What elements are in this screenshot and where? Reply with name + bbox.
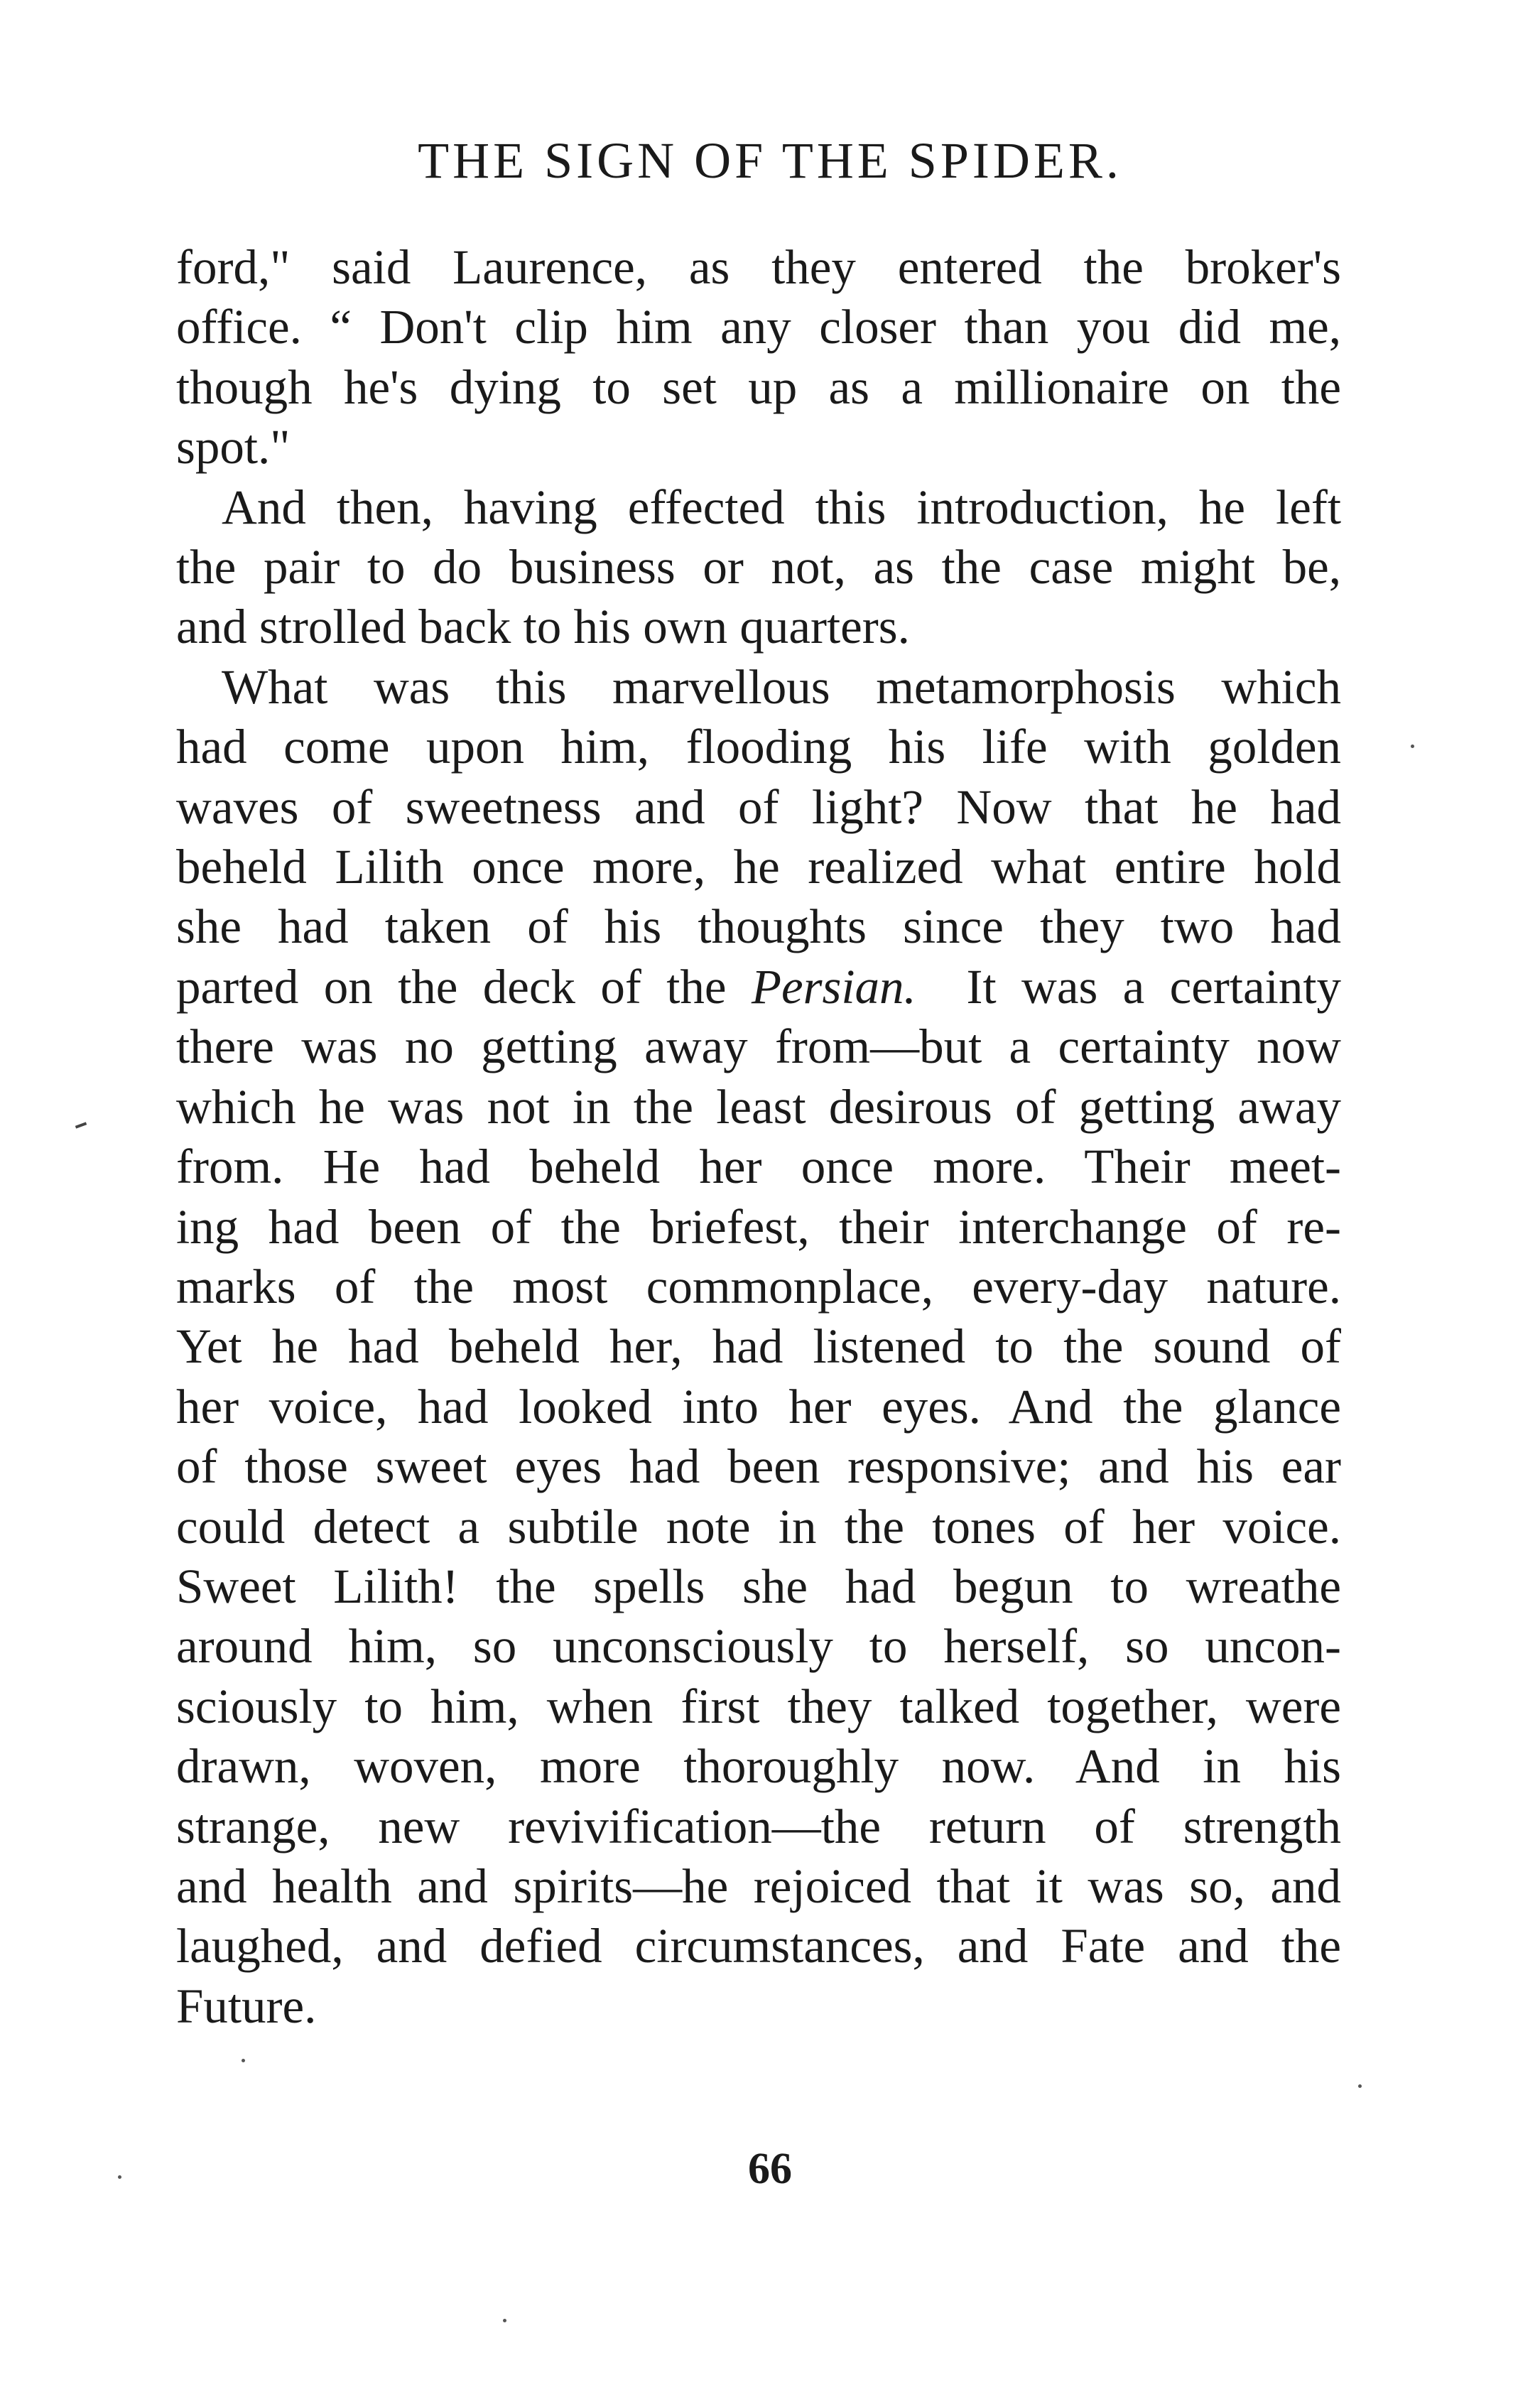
page-number: 66 <box>748 2145 792 2193</box>
text-line: around him, so unconsciously to herself, so uncon- <box>176 1619 1341 1674</box>
scan-speck <box>1411 745 1414 748</box>
scan-speck <box>242 2059 245 2062</box>
text-line: strange, new revivification—the return of strength <box>176 1799 1341 1853</box>
text-line: ford," said Laurence, as they entered the broker's <box>176 240 1341 294</box>
text-line: marks of the most commonplace, every-day nature. <box>176 1259 1341 1314</box>
text-line: Sweet Lilith! the spells she had begun to wreathe <box>176 1559 1341 1613</box>
text-line: office. “ Don't clip him any closer than you did me, <box>176 300 1341 354</box>
text-line: Yet he had beheld her, had listened to the sound of <box>176 1319 1341 1374</box>
text-line: drawn, woven, more thoroughly now. And in his <box>176 1739 1341 1794</box>
scan-mark <box>75 1122 87 1128</box>
text-fragment: parted on the deck of the <box>176 959 727 1014</box>
ship-name: Persian. <box>751 959 916 1014</box>
text-line: Future. <box>176 1979 317 2033</box>
text-line: waves of sweetness and of light? Now that he had <box>176 779 1341 834</box>
text-line: spot." <box>176 420 291 475</box>
text-line: the pair to do business or not, as the case might be, <box>176 540 1341 595</box>
text-line: What was this marvellous metamorphosis which <box>222 659 1341 714</box>
text-line: and strolled back to his own quarters. <box>176 600 910 654</box>
scan-speck <box>1358 2084 1362 2088</box>
text-line: she had taken of his thoughts since they two had <box>176 899 1341 954</box>
text-line: had come upon him, flooding his life with golden <box>176 720 1341 774</box>
text-line: which he was not in the least desirous of getting away <box>176 1079 1341 1134</box>
body-text <box>176 237 1341 2036</box>
text-line <box>176 957 1341 1017</box>
text-line: could detect a subtile note in the tones of her voice. <box>176 1499 1341 1554</box>
text-line: though he's dying to set up as a millionaire on the <box>176 359 1341 414</box>
running-head: THE SIGN OF THE SPIDER. <box>418 132 1122 189</box>
text-fragment: It was a certainty <box>966 959 1341 1014</box>
text-line: of those sweet eyes had been responsive; and his ear <box>176 1439 1341 1494</box>
scan-speck <box>118 2175 121 2179</box>
text-line: from. He had beheld her once more. Their meet- <box>176 1140 1341 1194</box>
text-line: sciously to him, when first they talked together, were <box>176 1679 1341 1733</box>
text-line: laughed, and defied circumstances, and Fate and the <box>176 1919 1341 1974</box>
scan-speck <box>503 2319 506 2322</box>
text-line: And then, having effected this introduction, he left <box>222 480 1341 534</box>
text-line: beheld Lilith once more, he realized what entire hold <box>176 840 1341 894</box>
text-line: there was no getting away from—but a certainty now <box>176 1019 1341 1074</box>
text-line: and health and spirits—he rejoiced that it was so, and <box>176 1858 1341 1913</box>
text-line: ing had been of the briefest, their interchange of re- <box>176 1199 1341 1254</box>
text-line: her voice, had looked into her eyes. And the glance <box>176 1379 1341 1434</box>
